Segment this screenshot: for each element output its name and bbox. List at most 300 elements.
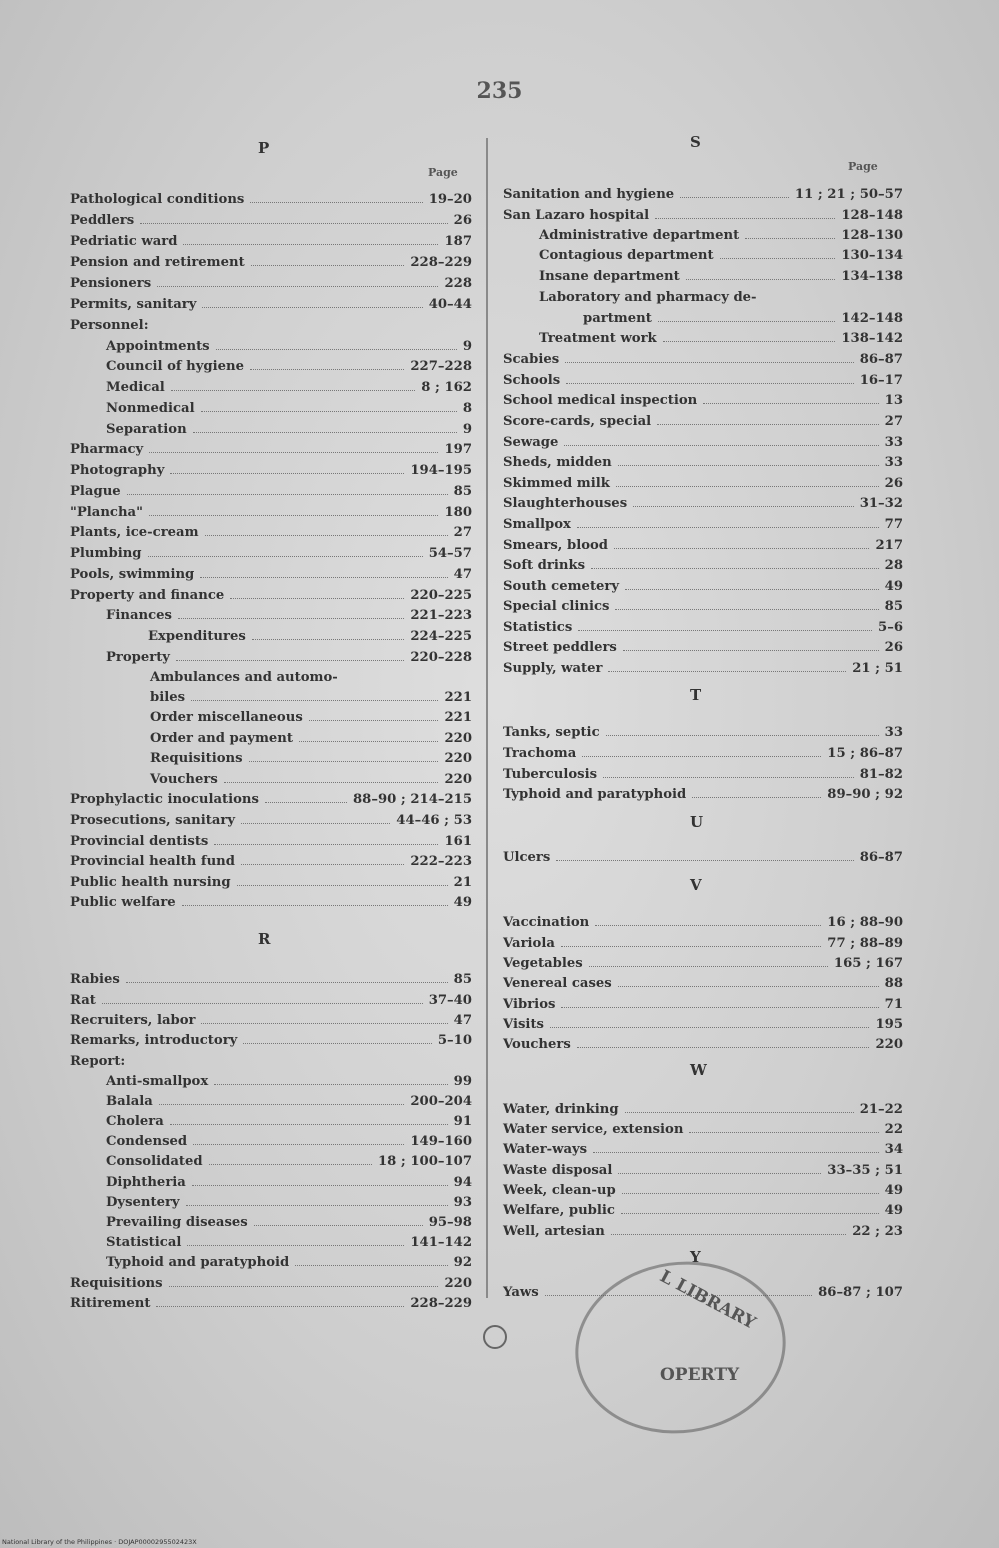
dot-leader	[224, 782, 439, 783]
dot-leader	[621, 1213, 879, 1214]
index-entry-slaughterhouses	[503, 496, 903, 511]
index-term: Cholera	[106, 1114, 164, 1129]
page-reference: 220–225	[410, 588, 472, 603]
column-divider	[486, 138, 488, 1298]
section-letter-s: S	[690, 133, 701, 151]
index-entry-waste-disposal	[503, 1163, 903, 1178]
dot-leader	[606, 735, 879, 736]
dot-leader	[686, 279, 836, 280]
page-reference: 128–130	[841, 228, 903, 243]
index-term: Nonmedical	[106, 401, 195, 416]
index-term: Report:	[70, 1054, 126, 1069]
page-reference: 16 ; 88–90	[827, 915, 903, 930]
page-reference: 44–46 ; 53	[396, 813, 472, 828]
page-reference: 130–134	[841, 248, 903, 263]
index-term: Visits	[503, 1017, 544, 1032]
page-reference: 220	[444, 731, 472, 746]
index-term: Sheds, midden	[503, 455, 612, 470]
dot-leader	[170, 1124, 448, 1125]
index-entry-plague	[70, 484, 472, 499]
page-reference: 222–223	[410, 854, 472, 869]
index-entry-treatment-work	[539, 331, 903, 346]
index-entry-ambulances-and-automo	[150, 670, 472, 685]
index-entry-plants-ice-cream	[70, 525, 472, 540]
page-reference: 228–229	[410, 255, 472, 270]
index-entry-permits-sanitary	[70, 297, 472, 312]
dot-leader	[187, 1245, 404, 1246]
dot-leader	[618, 1173, 821, 1174]
index-term: Soft drinks	[503, 558, 586, 573]
index-term: Smallpox	[503, 517, 571, 532]
index-entry-welfare-public	[503, 1203, 903, 1218]
index-term: Property and finance	[70, 588, 225, 603]
index-entry-smears-blood	[503, 538, 903, 553]
dot-leader	[205, 535, 448, 536]
index-term: Pathological conditions	[70, 192, 245, 207]
page-reference: 141–142	[410, 1235, 472, 1250]
dot-leader	[692, 797, 821, 798]
index-term: Smears, blood	[503, 538, 609, 553]
dot-leader	[561, 946, 821, 947]
index-term: Water-ways	[503, 1142, 588, 1157]
index-entry-prosecutions-sanitary	[70, 813, 472, 828]
dot-leader	[252, 639, 405, 640]
index-term: Permits, sanitary	[70, 297, 197, 312]
index-entry-prevailing-diseases	[106, 1215, 472, 1230]
dot-leader	[577, 1047, 870, 1048]
index-term: Ambulances and automo-	[150, 670, 338, 685]
index-term: Vaccination	[503, 915, 590, 930]
index-term: Peddlers	[70, 213, 135, 228]
index-term: Treatment work	[539, 331, 657, 346]
dot-leader	[250, 369, 404, 370]
dot-leader	[577, 527, 879, 528]
index-term: Water, drinking	[503, 1102, 619, 1117]
dot-leader	[680, 197, 789, 198]
page-reference: 77 ; 88–89	[827, 936, 903, 951]
index-term: Plumbing	[70, 546, 142, 561]
page-reference: 49	[884, 1203, 903, 1218]
index-entry-medical	[106, 380, 472, 395]
index-entry-water-drinking	[503, 1102, 903, 1117]
index-entry-order-miscellaneous	[150, 710, 472, 725]
dot-leader	[614, 548, 869, 549]
dot-leader	[200, 577, 447, 578]
dot-leader	[623, 650, 879, 651]
dot-leader	[295, 1265, 447, 1266]
index-entry-smallpox	[503, 517, 903, 532]
page-reference: 142–148	[841, 311, 903, 326]
stamp-text-top: L LIBRARY	[656, 1266, 759, 1334]
dot-leader	[250, 202, 422, 203]
index-term: Vegetables	[503, 956, 583, 971]
index-term: Prosecutions, sanitary	[70, 813, 235, 828]
dot-leader	[608, 671, 846, 672]
page-reference: 88–90 ; 214–215	[353, 792, 472, 807]
index-term: Water service, extension	[503, 1122, 684, 1137]
page-reference: 85	[453, 484, 472, 499]
index-term: Venereal cases	[503, 976, 612, 991]
index-entry-expenditures	[148, 629, 472, 644]
index-term: "Plancha"	[70, 505, 143, 520]
index-term: Provincial health fund	[70, 854, 235, 869]
dot-leader	[193, 1144, 404, 1145]
page-reference: 37–40	[428, 993, 472, 1008]
index-entry-rat	[70, 993, 472, 1008]
dot-leader	[689, 1132, 878, 1133]
dot-leader	[169, 1286, 439, 1287]
right-page-column-header: Page	[848, 160, 878, 173]
index-entry-san-lazaro-hospital	[503, 208, 903, 223]
index-term: Prevailing diseases	[106, 1215, 248, 1230]
dot-leader	[202, 307, 422, 308]
page-reference: 217	[875, 538, 903, 553]
dot-leader	[183, 244, 438, 245]
dot-leader	[209, 1164, 372, 1165]
index-term: Tanks, septic	[503, 725, 600, 740]
index-entry-ulcers	[503, 850, 903, 865]
page-reference: 228	[444, 276, 472, 291]
index-term: Administrative department	[539, 228, 740, 243]
page-reference: 187	[444, 234, 472, 249]
index-term: Sewage	[503, 435, 559, 450]
dot-leader	[625, 1112, 854, 1113]
page-reference: 34	[884, 1142, 903, 1157]
index-entry-trachoma	[503, 746, 903, 761]
index-term: Statistics	[503, 620, 573, 635]
dot-leader	[201, 1023, 447, 1024]
footer-text: National Library of the Philippines · DOJAP0000295502423X	[2, 1538, 197, 1546]
page-reference: 94	[453, 1175, 472, 1190]
index-entry-pensioners	[70, 276, 472, 291]
page-reference: 220	[444, 772, 472, 787]
index-term: Week, clean-up	[503, 1183, 616, 1198]
page-reference: 47	[453, 1013, 472, 1028]
page-reference: 149–160	[410, 1134, 472, 1149]
page-reference: 134–138	[841, 269, 903, 284]
index-entry-requisitions	[70, 1276, 472, 1291]
index-entry-skimmed-milk	[503, 476, 903, 491]
dot-leader	[265, 802, 347, 803]
index-entry-plancha	[70, 505, 472, 520]
index-entry-dysentery	[106, 1195, 472, 1210]
page-reference: 81–82	[859, 767, 903, 782]
index-entry-pharmacy	[70, 442, 472, 457]
index-term: Expenditures	[148, 629, 246, 644]
index-entry-sheds-midden	[503, 455, 903, 470]
page-reference: 86–87	[859, 352, 903, 367]
index-term: Plague	[70, 484, 121, 499]
index-term: Well, artesian	[503, 1224, 605, 1239]
left-page-column-header: Page	[428, 166, 458, 179]
dot-leader	[593, 1152, 879, 1153]
page-reference: 26	[884, 476, 903, 491]
index-entry-school-medical-inspection	[503, 393, 903, 408]
page-reference: 33–35 ; 51	[827, 1163, 903, 1178]
index-entry-vouchers	[150, 772, 472, 787]
index-entry-vouchers	[503, 1037, 903, 1052]
dot-leader	[214, 844, 438, 845]
page-reference: 28	[884, 558, 903, 573]
page-reference: 21 ; 51	[852, 661, 903, 676]
index-entry-tanks-septic	[503, 725, 903, 740]
index-entry-personnel	[70, 318, 472, 333]
index-term: Supply, water	[503, 661, 603, 676]
stamp-text-middle: OPERTY	[660, 1365, 740, 1385]
dot-leader	[171, 390, 415, 391]
index-entry-diphtheria	[106, 1175, 472, 1190]
dot-leader	[657, 424, 879, 425]
index-entry-water-service-extension	[503, 1122, 903, 1137]
index-entry-contagious-department	[539, 248, 903, 263]
dot-leader	[745, 238, 835, 239]
index-entry-condensed	[106, 1134, 472, 1149]
index-entry-typhoid-and-paratyphoid	[106, 1255, 472, 1270]
index-entry-schools	[503, 373, 903, 388]
dot-leader	[156, 1306, 404, 1307]
index-term: School medical inspection	[503, 393, 698, 408]
index-entry-balala	[106, 1094, 472, 1109]
page-reference: 195	[875, 1017, 903, 1032]
dot-leader	[216, 349, 457, 350]
index-term: Consolidated	[106, 1154, 203, 1169]
index-term: Contagious department	[539, 248, 714, 263]
index-entry-requisitions	[150, 751, 472, 766]
index-entry-public-health-nursing	[70, 875, 472, 890]
index-term: biles	[150, 690, 186, 705]
index-term: Special clinics	[503, 599, 610, 614]
index-entry-pension-and-retirement	[70, 255, 472, 270]
page-reference: 180	[444, 505, 472, 520]
index-term: Separation	[106, 422, 187, 437]
index-entry-finances	[106, 608, 472, 623]
index-entry-property	[106, 650, 472, 665]
page-reference: 8	[462, 401, 472, 416]
index-term: Sanitation and hygiene	[503, 187, 675, 202]
dot-leader	[615, 609, 878, 610]
dot-leader	[611, 1234, 846, 1235]
page-reference: 228–229	[410, 1296, 472, 1311]
page-reference: 86–87	[859, 850, 903, 865]
page-reference: 227–228	[410, 359, 472, 374]
page-reference: 11 ; 21 ; 50–57	[794, 187, 903, 202]
index-term: Pension and retirement	[70, 255, 245, 270]
dot-leader	[618, 986, 879, 987]
dot-leader	[241, 823, 390, 824]
page-reference: 138–142	[841, 331, 903, 346]
page-reference: 86–87 ; 107	[818, 1285, 903, 1300]
index-term: Pedriatic ward	[70, 234, 178, 249]
punch-hole	[483, 1325, 507, 1349]
index-term: Requisitions	[70, 1276, 163, 1291]
page-reference: 31–32	[859, 496, 903, 511]
page-reference: 49	[884, 579, 903, 594]
index-entry-insane-department	[539, 269, 903, 284]
index-term: Statistical	[106, 1235, 182, 1250]
index-term: Variola	[503, 936, 555, 951]
index-entry-provincial-health-fund	[70, 854, 472, 869]
dot-leader	[663, 341, 836, 342]
page-reference: 128–148	[841, 208, 903, 223]
index-entry-south-cemetery	[503, 579, 903, 594]
index-term: Pharmacy	[70, 442, 144, 457]
page-reference: 22	[884, 1122, 903, 1137]
index-entry-appointments	[106, 339, 472, 354]
index-term: Order and payment	[150, 731, 293, 746]
index-term: Recruiters, labor	[70, 1013, 196, 1028]
index-entry-photography	[70, 463, 472, 478]
dot-leader	[565, 362, 854, 363]
page-reference: 194–195	[410, 463, 472, 478]
page-reference: 71	[884, 997, 903, 1012]
page-reference: 16–17	[859, 373, 903, 388]
index-term: Slaughterhouses	[503, 496, 628, 511]
section-letter-r: R	[258, 930, 271, 948]
section-letter-t: T	[690, 686, 702, 704]
page-number: 235	[476, 78, 523, 104]
section-letter-v: V	[690, 876, 702, 894]
index-term: Typhoid and paratyphoid	[503, 787, 687, 802]
index-entry-water-ways	[503, 1142, 903, 1157]
page-reference: 220	[875, 1037, 903, 1052]
page-reference: 33	[884, 455, 903, 470]
index-term: Appointments	[106, 339, 210, 354]
index-entry-separation	[106, 422, 472, 437]
index-term: Welfare, public	[503, 1203, 615, 1218]
page-reference: 91	[453, 1114, 472, 1129]
index-term: Trachoma	[503, 746, 577, 761]
index-term: Condensed	[106, 1134, 188, 1149]
index-entry-anti-smallpox	[106, 1074, 472, 1089]
page-reference: 197	[444, 442, 472, 457]
index-entry-remarks-introductory	[70, 1033, 472, 1048]
page-reference: 92	[453, 1255, 472, 1270]
dot-leader	[243, 1043, 432, 1044]
index-entry-vibrios	[503, 997, 903, 1012]
page-reference: 33	[884, 435, 903, 450]
index-entry-tuberculosis	[503, 767, 903, 782]
index-term: Yaws	[503, 1285, 539, 1300]
index-term: Public welfare	[70, 895, 176, 910]
dot-leader	[622, 1193, 879, 1194]
dot-leader	[564, 445, 878, 446]
dot-leader	[178, 618, 404, 619]
index-entry-plumbing	[70, 546, 472, 561]
page-reference: 26	[884, 640, 903, 655]
index-entry-laboratory-and-pharmacy-de	[539, 290, 903, 305]
dot-leader	[582, 756, 821, 757]
index-entry-street-peddlers	[503, 640, 903, 655]
page-reference: 99	[453, 1074, 472, 1089]
dot-leader	[148, 556, 423, 557]
index-term: Laboratory and pharmacy de-	[539, 290, 757, 305]
dot-leader	[157, 286, 438, 287]
dot-leader	[102, 1003, 423, 1004]
dot-leader	[230, 598, 404, 599]
index-entry-prophylactic-inoculations	[70, 792, 472, 807]
index-term: Waste disposal	[503, 1163, 613, 1178]
page-reference: 13	[884, 393, 903, 408]
page-reference: 85	[453, 972, 472, 987]
page-reference: 9	[462, 422, 472, 437]
index-term: Property	[106, 650, 170, 665]
index-term: Street peddlers	[503, 640, 617, 655]
index-entry-visits	[503, 1017, 903, 1032]
index-entry-order-and-payment	[150, 731, 472, 746]
dot-leader	[176, 660, 404, 661]
dot-leader	[625, 589, 879, 590]
index-term: Scabies	[503, 352, 560, 367]
dot-leader	[655, 218, 835, 219]
page-reference: 220	[444, 751, 472, 766]
dot-leader	[182, 905, 448, 906]
index-term: Balala	[106, 1094, 153, 1109]
section-letter-u: U	[690, 813, 704, 831]
index-entry-pedriatic-ward	[70, 234, 472, 249]
index-entry-well-artesian	[503, 1224, 903, 1239]
page-reference: 54–57	[428, 546, 472, 561]
index-entry-council-of-hygiene	[106, 359, 472, 374]
dot-leader	[578, 630, 872, 631]
index-term: Vouchers	[150, 772, 218, 787]
index-term: Insane department	[539, 269, 680, 284]
index-term: Anti-smallpox	[106, 1074, 209, 1089]
index-entry-special-clinics	[503, 599, 903, 614]
section-letter-w: W	[690, 1061, 707, 1079]
index-term: Pensioners	[70, 276, 152, 291]
dot-leader	[191, 700, 438, 701]
index-term: Personnel:	[70, 318, 149, 333]
page-reference: 49	[453, 895, 472, 910]
dot-leader	[550, 1027, 870, 1028]
dot-leader	[618, 465, 879, 466]
page-reference: 95–98	[428, 1215, 472, 1230]
dot-leader	[159, 1104, 405, 1105]
dot-leader	[603, 777, 854, 778]
index-term: Skimmed milk	[503, 476, 610, 491]
index-term: Rat	[70, 993, 96, 1008]
dot-leader	[192, 1185, 448, 1186]
dot-leader	[249, 761, 439, 762]
index-entry-pools-swimming	[70, 567, 472, 582]
index-entry-soft-drinks	[503, 558, 903, 573]
section-letter-y: Y	[690, 1248, 701, 1266]
page-reference: 15 ; 86–87	[827, 746, 903, 761]
index-entry-recruiters-labor	[70, 1013, 472, 1028]
index-entry-vaccination	[503, 915, 903, 930]
page-reference: 18 ; 100–107	[377, 1154, 472, 1169]
index-term: partment	[583, 311, 652, 326]
page-reference: 27	[884, 414, 903, 429]
index-entry-sanitation-and-hygiene	[503, 187, 903, 202]
index-term: Schools	[503, 373, 561, 388]
index-entry-public-welfare	[70, 895, 472, 910]
index-entry-nonmedical	[106, 401, 472, 416]
page-reference: 8 ; 162	[421, 380, 472, 395]
index-entry-scabies	[503, 352, 903, 367]
page-reference: 165 ; 167	[833, 956, 903, 971]
dot-leader	[214, 1084, 447, 1085]
page-reference: 33	[884, 725, 903, 740]
index-term: Vibrios	[503, 997, 556, 1012]
dot-leader	[241, 864, 404, 865]
index-entry-statistics	[503, 620, 903, 635]
page-reference: 221–223	[410, 608, 472, 623]
index-entry-partment	[583, 311, 903, 326]
dot-leader	[633, 506, 854, 507]
index-entry-ritirement	[70, 1296, 472, 1311]
page-reference: 40–44	[428, 297, 472, 312]
